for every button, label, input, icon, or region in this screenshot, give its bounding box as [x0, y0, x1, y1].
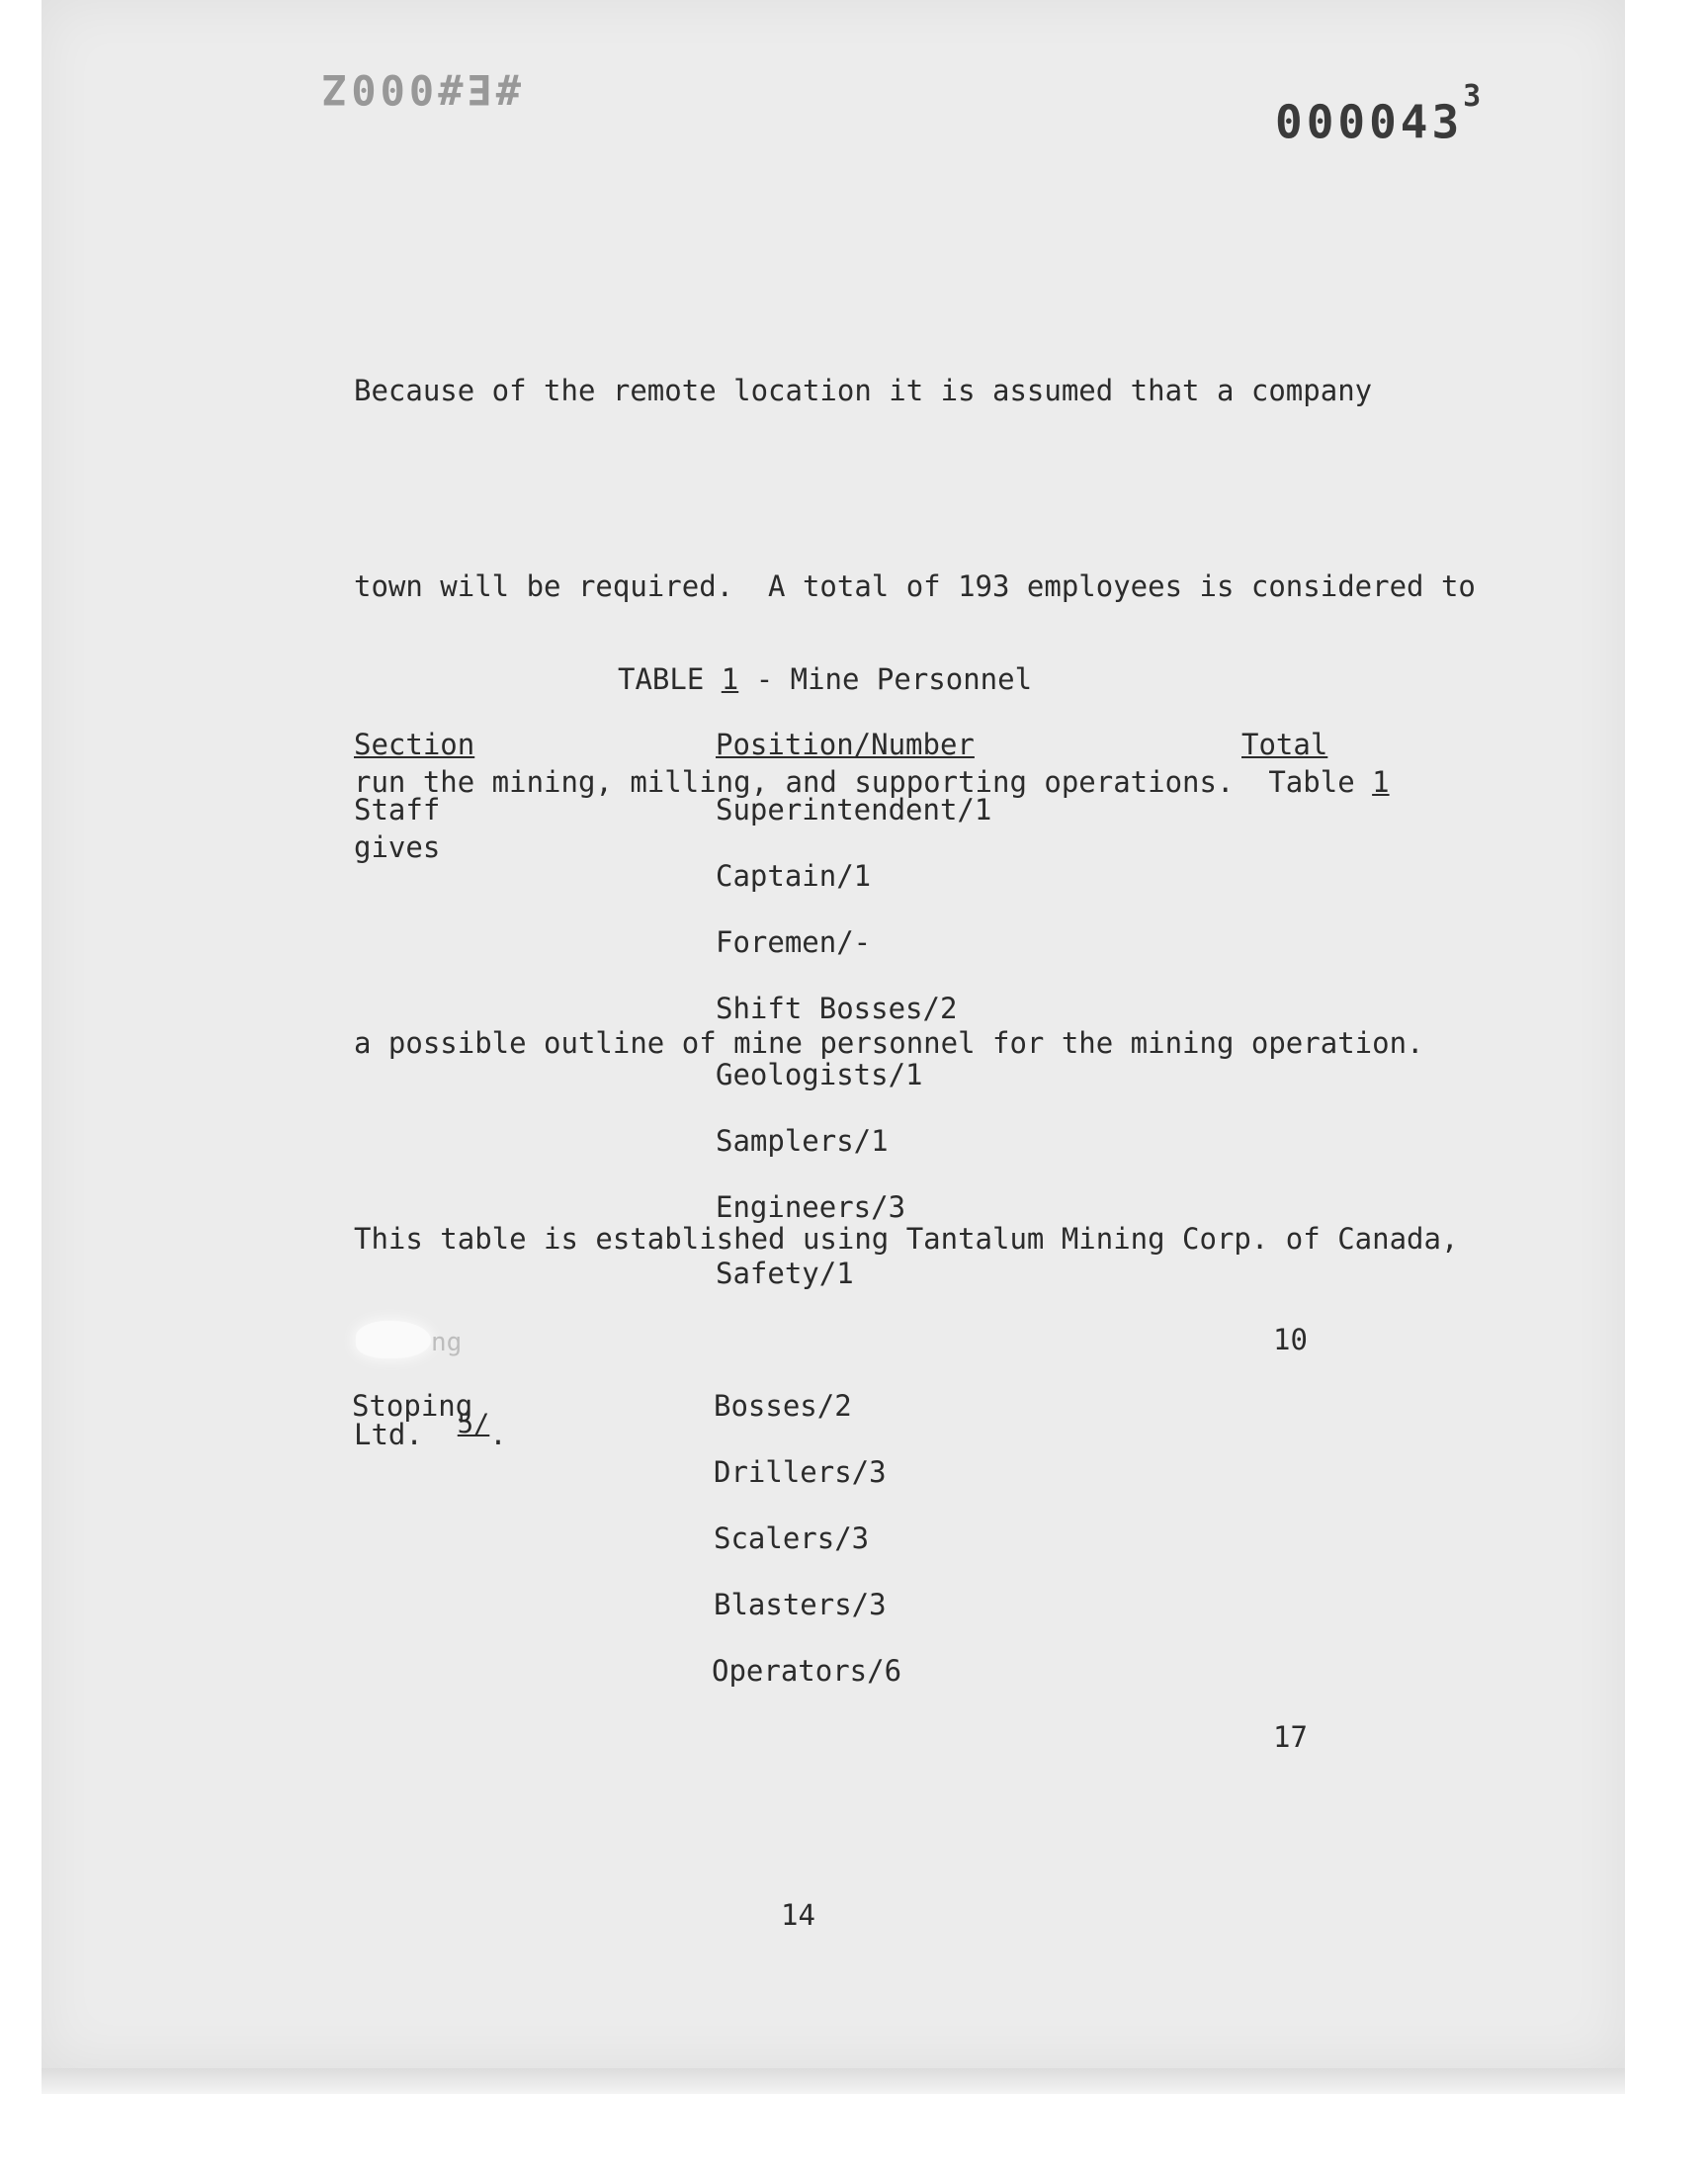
paragraph-line: run the mining, milling, and supporting operations. Table 1 gives — [354, 765, 1408, 864]
position-cell: Shift Bosses/2 — [716, 992, 958, 1025]
header-section: Section — [354, 728, 475, 761]
position-cell: Safety/1 — [716, 1257, 854, 1290]
position-cell: Samplers/1 — [716, 1124, 889, 1158]
header-position-number: Position/Number — [716, 728, 975, 761]
document-stamp-right: 000043$^3$ — [1275, 79, 1486, 149]
total-stoping: 17 — [1273, 1720, 1308, 1754]
smudged-label: ng — [431, 1328, 463, 1357]
table-title: TABLE 1 - Mine Personnel — [618, 662, 1033, 696]
paragraph-line: Ltd. 5/. — [354, 1409, 507, 1451]
header-total: Total — [1241, 728, 1328, 761]
page-bottom-edge — [42, 2068, 1625, 2094]
position-cell: Engineers/3 — [716, 1190, 906, 1224]
section-stoping: Stoping — [352, 1389, 473, 1423]
position-cell: Bosses/2 — [714, 1389, 852, 1423]
paragraph-line: town will be required. A total of 193 employees is considered to — [354, 569, 1476, 603]
paragraph-line: This table is established using Tantalum Mining Corp. of Canada, — [354, 1222, 1459, 1256]
paragraph-line: Because of the remote location it is assumed that a company — [354, 374, 1373, 407]
position-cell: Superintendent/1 — [716, 793, 992, 826]
page-number: 14 — [781, 1898, 815, 1932]
section-staff: Staff — [354, 793, 441, 826]
position-cell: Operators/6 — [712, 1654, 902, 1688]
intro-paragraph — [354, 227, 1481, 1534]
position-cell: Blasters/3 — [714, 1588, 887, 1621]
position-cell: Captain/1 — [716, 859, 872, 893]
ink-smudge — [356, 1321, 431, 1358]
total-staff: 10 — [1273, 1323, 1308, 1356]
position-cell: Scalers/3 — [714, 1522, 870, 1555]
document-stamp-left: #E#000Z — [318, 65, 522, 114]
paragraph-line: a possible outline of mine personnel for the mining operation. — [354, 1026, 1424, 1060]
position-cell: Geologists/1 — [716, 1058, 923, 1091]
position-cell: Foremen/- — [716, 925, 872, 959]
footnote-reference: 5/ — [457, 1409, 490, 1439]
table-reference: 1 — [1372, 765, 1390, 799]
position-cell: Drillers/3 — [714, 1455, 887, 1489]
